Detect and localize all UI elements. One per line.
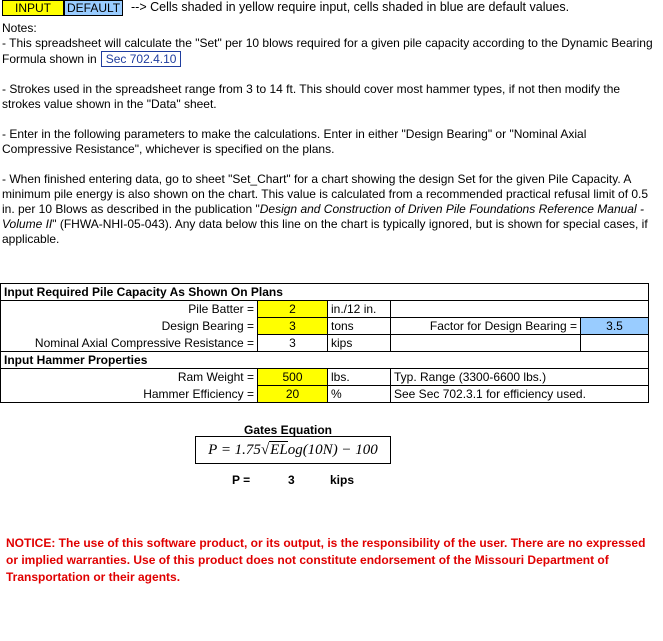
default-legend-cell: DEFAULT [64, 0, 123, 16]
gates-equation-formula [195, 436, 391, 464]
design-bearing-label: Design Bearing = [1, 318, 258, 335]
note-4 [2, 172, 657, 247]
nominal-resistance-value[interactable]: 3 [258, 335, 328, 352]
notes-section [2, 21, 657, 247]
equation-lhs: P = 1.75 [208, 442, 261, 458]
factor-design-bearing-label: Factor for Design Bearing = [391, 318, 581, 335]
result-value: 3 [288, 473, 295, 487]
hammer-efficiency-label: Hammer Efficiency = [1, 386, 258, 403]
empty-cell [391, 301, 581, 318]
factor-design-bearing-value[interactable]: 3.5 [581, 318, 649, 335]
input-table [0, 283, 649, 403]
empty-cell [581, 335, 649, 352]
pile-batter-label: Pile Batter = [1, 301, 258, 318]
sqrt-symbol: √ [260, 442, 270, 458]
nominal-resistance-unit: kips [328, 335, 391, 352]
empty-cell [391, 335, 581, 352]
ram-weight-label: Ram Weight = [1, 369, 258, 386]
note-1-text: - This spreadsheet will calculate the "Set" per 10 blows required for a given pile capacity according to the Dynamic Bearing Formula shown in [2, 36, 653, 66]
pile-batter-unit: in./12 in. [328, 301, 391, 318]
hammer-efficiency-input[interactable]: 20 [258, 386, 328, 403]
hammer-header: Input Hammer Properties [1, 352, 649, 369]
result-label: P = [232, 473, 251, 487]
empty-cell [581, 301, 649, 318]
note-4-text-a: - When finished entering data, go to sheet "Set_Chart" for a chart showing the design Set for the given Pile Capacity. A minimum pile energy is also shown on the chart. This value is calculated from a recommended practical refusal limit of 0.5 in. per 10 Blows as described in the publication " [2, 172, 649, 216]
equation-rhs: og(10N) − 100 [287, 442, 378, 458]
equation-radicand: EL [270, 442, 288, 458]
note-2: - Strokes used in the spreadsheet range from 3 to 14 ft. This should cover most hammer types, if not then modify the strokes value shown in the "Data" sheet. [2, 82, 621, 111]
note-4-publication-title: Design and Construction of Driven Pile Foundations Reference Manual - Volume II [2, 202, 644, 231]
sec-702-4-10-link[interactable]: Sec 702.4.10 [101, 51, 182, 67]
notes-heading: Notes: [2, 21, 37, 35]
ram-weight-unit: lbs. [328, 369, 391, 386]
hammer-efficiency-note: See Sec 702.3.1 for efficiency used. [391, 386, 649, 403]
ram-weight-input[interactable]: 500 [258, 369, 328, 386]
design-bearing-input[interactable]: 3 [258, 318, 328, 335]
ram-weight-note: Typ. Range (3300-6600 lbs.) [391, 369, 649, 386]
pile-batter-input[interactable]: 2 [258, 301, 328, 318]
input-legend-cell: INPUT [2, 0, 64, 16]
disclaimer-notice: NOTICE: The use of this software product, or its output, is the responsibility of the user. There are no expressed or implied warranties. Use of this product does not constitute endorsement of the Missouri Department of Transportation or their agents. [6, 536, 646, 584]
gates-equation-title: Gates Equation [244, 423, 333, 437]
capacity-header: Input Required Pile Capacity As Shown On Plans [1, 284, 649, 301]
hammer-efficiency-unit: % [328, 386, 391, 403]
note-3: - Enter in the following parameters to make the calculations. Enter in either "Design Bearing" or "Nominal Axial Compressive Resistance", whichever is specified on the plans. [2, 127, 587, 156]
nominal-resistance-label: Nominal Axial Compressive Resistance = [1, 335, 258, 352]
design-bearing-unit: tons [328, 318, 391, 335]
note-1 [2, 36, 657, 67]
legend-description: --> Cells shaded in yellow require input, cells shaded in blue are default values. [131, 0, 570, 14]
result-unit: kips [330, 473, 355, 487]
note-4-text-b: " (FHWA-NHI-05-043). Any data below this line on the chart is typically ignored, but is shown for special cases, if applicable. [2, 217, 648, 246]
